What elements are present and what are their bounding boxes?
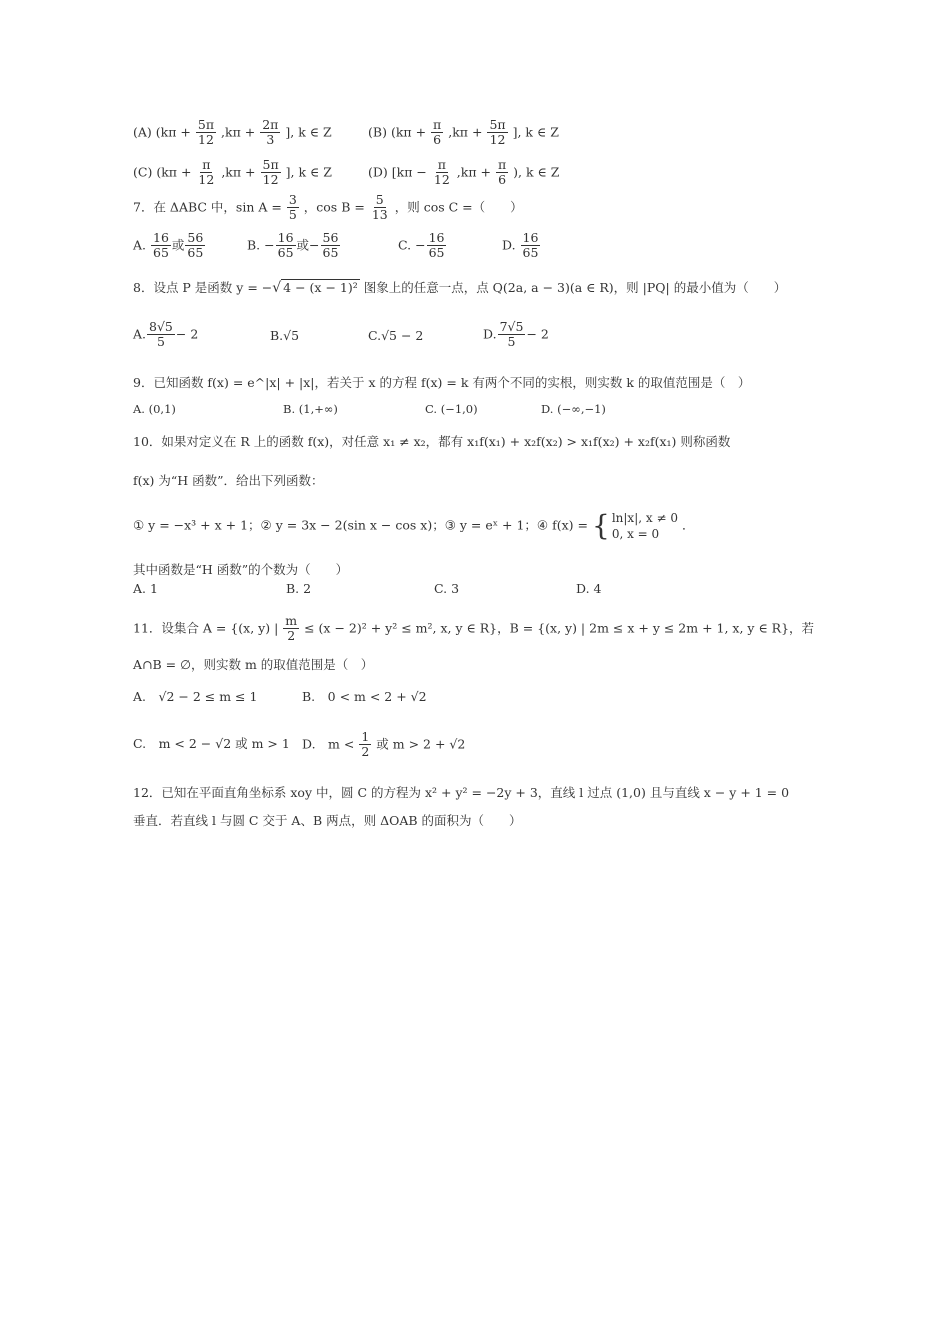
q10-stem-3: 其中函数是“H 函数”的个数为（ ） xyxy=(133,562,349,577)
q11-option-a: A. √2 − 2 ≤ m ≤ 1 xyxy=(133,689,258,704)
numerator: m xyxy=(285,613,298,628)
option-label: B. xyxy=(270,328,284,343)
denominator: 12 xyxy=(198,172,215,188)
option-text: (kπ + xyxy=(156,164,192,180)
numerator: 5 xyxy=(375,192,384,207)
stem-text: ，cos B = xyxy=(303,199,365,215)
option-label: C. xyxy=(368,328,382,343)
denominator: 5 xyxy=(507,334,516,350)
q10-stem-2: f(x) 为“H 函数”．给出下列函数： xyxy=(133,473,324,488)
stem-text: ≤ (x − 2)² + y² ≤ m², x, y ∈ R}，B = {(x, y) | 2m ≤ x + y ≤ 2m + 1, x, y ∈ R}，若 xyxy=(304,620,815,636)
denominator: 12 xyxy=(433,172,450,188)
denominator: 5 xyxy=(288,207,297,223)
numerator: 5π xyxy=(197,117,215,132)
fraction xyxy=(283,614,299,644)
radical-sign: √ xyxy=(272,280,282,296)
numerator: 56 xyxy=(322,230,339,245)
q7-option-a xyxy=(133,231,206,261)
denominator: 12 xyxy=(489,132,506,148)
q10-stem-1: 10．如果对定义在 R 上的函数 f(x)，对任意 x₁ ≠ x₂，都有 x₁f(x₁) + x₂f(x₂) > x₁f(x₂) + x₂f(x₁) 则称函数 xyxy=(133,434,731,449)
denominator: 3 xyxy=(266,132,275,148)
option-text: − 2 xyxy=(526,326,549,342)
denominator: 5 xyxy=(156,334,165,350)
option-text: (kπ + xyxy=(155,124,191,140)
fraction xyxy=(196,118,216,148)
option-label: C. xyxy=(398,237,412,253)
q10-functions xyxy=(133,510,694,542)
option-text: ], k ∈ Z xyxy=(512,124,559,140)
q6-option-a xyxy=(133,118,332,148)
option-label: A. xyxy=(133,326,147,342)
denominator: 65 xyxy=(153,245,169,261)
left-brace: { xyxy=(591,509,610,543)
option-text: ,kπ + xyxy=(221,164,256,180)
fraction xyxy=(260,118,280,148)
fraction xyxy=(521,231,541,261)
case-1: ln|x|, x ≠ 0 xyxy=(611,511,678,525)
denominator: 12 xyxy=(198,132,214,148)
fraction xyxy=(431,118,443,148)
q11-option-c: C. m < 2 − √2 或 m > 1 xyxy=(133,736,290,751)
q9-option-c: C. (−1,0) xyxy=(425,402,478,416)
option-label: (C) xyxy=(133,164,153,180)
stem-text: 图象上的任意一点，点 Q(2a, a − 3)(a ∈ R)，则 |PQ| 的最小值为（ ） xyxy=(359,280,787,295)
option-label: (A) xyxy=(133,124,152,140)
q7-stem xyxy=(133,193,523,223)
piecewise-function xyxy=(592,510,678,542)
fraction xyxy=(147,320,175,350)
q9-option-b: B. (1,+∞) xyxy=(283,402,338,416)
option-text: − xyxy=(264,237,275,253)
denominator: 65 xyxy=(522,245,539,261)
option-text: √5 xyxy=(283,328,300,343)
numerator: 3 xyxy=(288,192,297,207)
numerator: 5π xyxy=(262,157,279,172)
q11-stem-2: A∩B = ∅，则实数 m 的取值范围是（ ） xyxy=(133,657,374,672)
option-text: ], k ∈ Z xyxy=(285,124,332,140)
q8-option-a xyxy=(133,320,198,350)
denominator: 2 xyxy=(287,628,296,644)
numerator: 5π xyxy=(489,117,506,132)
denominator: 65 xyxy=(277,245,294,261)
option-text: 或 m > 2 + √2 xyxy=(376,736,466,752)
option-text: 或− xyxy=(296,237,320,253)
fraction xyxy=(196,158,216,188)
q10-option-a: A. 1 xyxy=(133,581,158,596)
q7-option-c xyxy=(398,231,447,261)
q9-option-d: D. (−∞,−1) xyxy=(541,402,606,416)
q6-option-d xyxy=(368,158,559,188)
numerator: 2π xyxy=(262,117,279,132)
option-label: B. xyxy=(247,237,261,253)
fraction xyxy=(151,231,171,261)
function-list: ① y = −x³ + x + 1；② y = 3x − 2(sin x − cos x)；③ y = eˣ + 1；④ f(x) = xyxy=(133,517,588,533)
numerator: π xyxy=(497,157,507,172)
fraction xyxy=(496,158,508,188)
option-label: D. xyxy=(483,326,497,342)
numerator: 16 xyxy=(277,230,294,245)
q11-option-d xyxy=(302,730,465,760)
fraction xyxy=(185,231,205,261)
option-text: ,kπ + xyxy=(448,124,483,140)
q12-stem-1: 12．已知在平面直角坐标系 xoy 中，圆 C 的方程为 x² + y² = −2y + 3，直线 l 过点 (1,0) 且与直线 x − y + 1 = 0 xyxy=(133,785,790,800)
q10-option-d: D. 4 xyxy=(576,581,602,596)
option-text: [kπ − xyxy=(391,164,427,180)
numerator: 16 xyxy=(153,230,169,245)
option-label: A. xyxy=(133,237,147,253)
numerator: π xyxy=(437,157,446,172)
numerator: 56 xyxy=(187,230,204,245)
q11-option-b: B. 0 < m < 2 + √2 xyxy=(302,689,427,704)
q11-stem-1 xyxy=(133,614,814,644)
numerator: 8√5 xyxy=(149,319,173,334)
function-list-end: ． xyxy=(681,517,695,533)
case-2: 0, x = 0 xyxy=(611,527,660,542)
q7-option-d xyxy=(502,231,541,261)
denominator: 6 xyxy=(498,172,507,188)
numerator: 7√5 xyxy=(499,319,524,334)
numerator: 16 xyxy=(428,230,445,245)
stem-text: 8．设点 P 是函数 y = − xyxy=(133,280,273,295)
option-text: 或 xyxy=(171,237,185,253)
stem-text: 7．在 ΔABC 中，sin A = xyxy=(133,199,282,215)
option-text: − xyxy=(415,237,426,253)
stem-text: ，则 cos C =（ ） xyxy=(394,199,523,215)
fraction xyxy=(359,730,371,760)
q8-option-d xyxy=(483,320,549,350)
option-text: − 2 xyxy=(175,326,199,342)
radicand: 4 − (x − 1)² xyxy=(283,280,358,295)
fraction xyxy=(427,231,447,261)
option-text: D. m < xyxy=(302,736,355,752)
numerator: 1 xyxy=(361,729,370,744)
q12-stem-2: 垂直．若直线 l 与圆 C 交于 A、B 两点，则 ΔOAB 的面积为（ ） xyxy=(133,813,522,828)
denominator: 65 xyxy=(187,245,204,261)
q10-option-c: C. 3 xyxy=(434,581,460,596)
denominator: 2 xyxy=(361,744,370,760)
numerator: π xyxy=(433,117,442,132)
q9-option-a: A. (0,1) xyxy=(133,402,176,416)
option-text: ,kπ + xyxy=(221,124,256,140)
q7-option-b xyxy=(247,231,341,261)
fraction xyxy=(261,158,281,188)
option-label: (D) xyxy=(368,164,388,180)
denominator: 65 xyxy=(322,245,339,261)
option-text: ), k ∈ Z xyxy=(513,164,560,180)
numerator: π xyxy=(202,157,211,172)
option-text: √5 − 2 xyxy=(381,328,424,343)
option-text: ,kπ + xyxy=(456,164,491,180)
q8-stem xyxy=(133,280,786,297)
stem-text: 11．设集合 A = {(x, y) | xyxy=(133,620,279,636)
option-label: D. xyxy=(502,237,516,253)
denominator: 65 xyxy=(428,245,445,261)
denominator: 6 xyxy=(433,132,442,148)
option-text: (kπ + xyxy=(390,124,427,140)
denominator: 13 xyxy=(371,207,388,223)
fraction xyxy=(498,320,526,350)
q9-stem: 9．已知函数 f(x) = e^|x| + |x|，若关于 x 的方程 f(x) = k 有两个不同的实根，则实数 k 的取值范围是（ ） xyxy=(133,375,751,390)
denominator: 12 xyxy=(262,172,279,188)
q10-option-b: B. 2 xyxy=(286,581,312,596)
numerator: 16 xyxy=(522,230,539,245)
fraction xyxy=(487,118,507,148)
q8-option-b xyxy=(270,328,299,343)
option-text: ], k ∈ Z xyxy=(285,164,332,180)
q6-option-c xyxy=(133,158,332,188)
option-label: (B) xyxy=(368,124,387,140)
fraction xyxy=(287,193,299,223)
fraction xyxy=(370,193,390,223)
cases xyxy=(612,510,678,542)
q6-option-b xyxy=(368,118,559,148)
q8-option-c xyxy=(368,328,423,343)
fraction xyxy=(321,231,341,261)
fraction xyxy=(432,158,452,188)
fraction xyxy=(276,231,296,261)
